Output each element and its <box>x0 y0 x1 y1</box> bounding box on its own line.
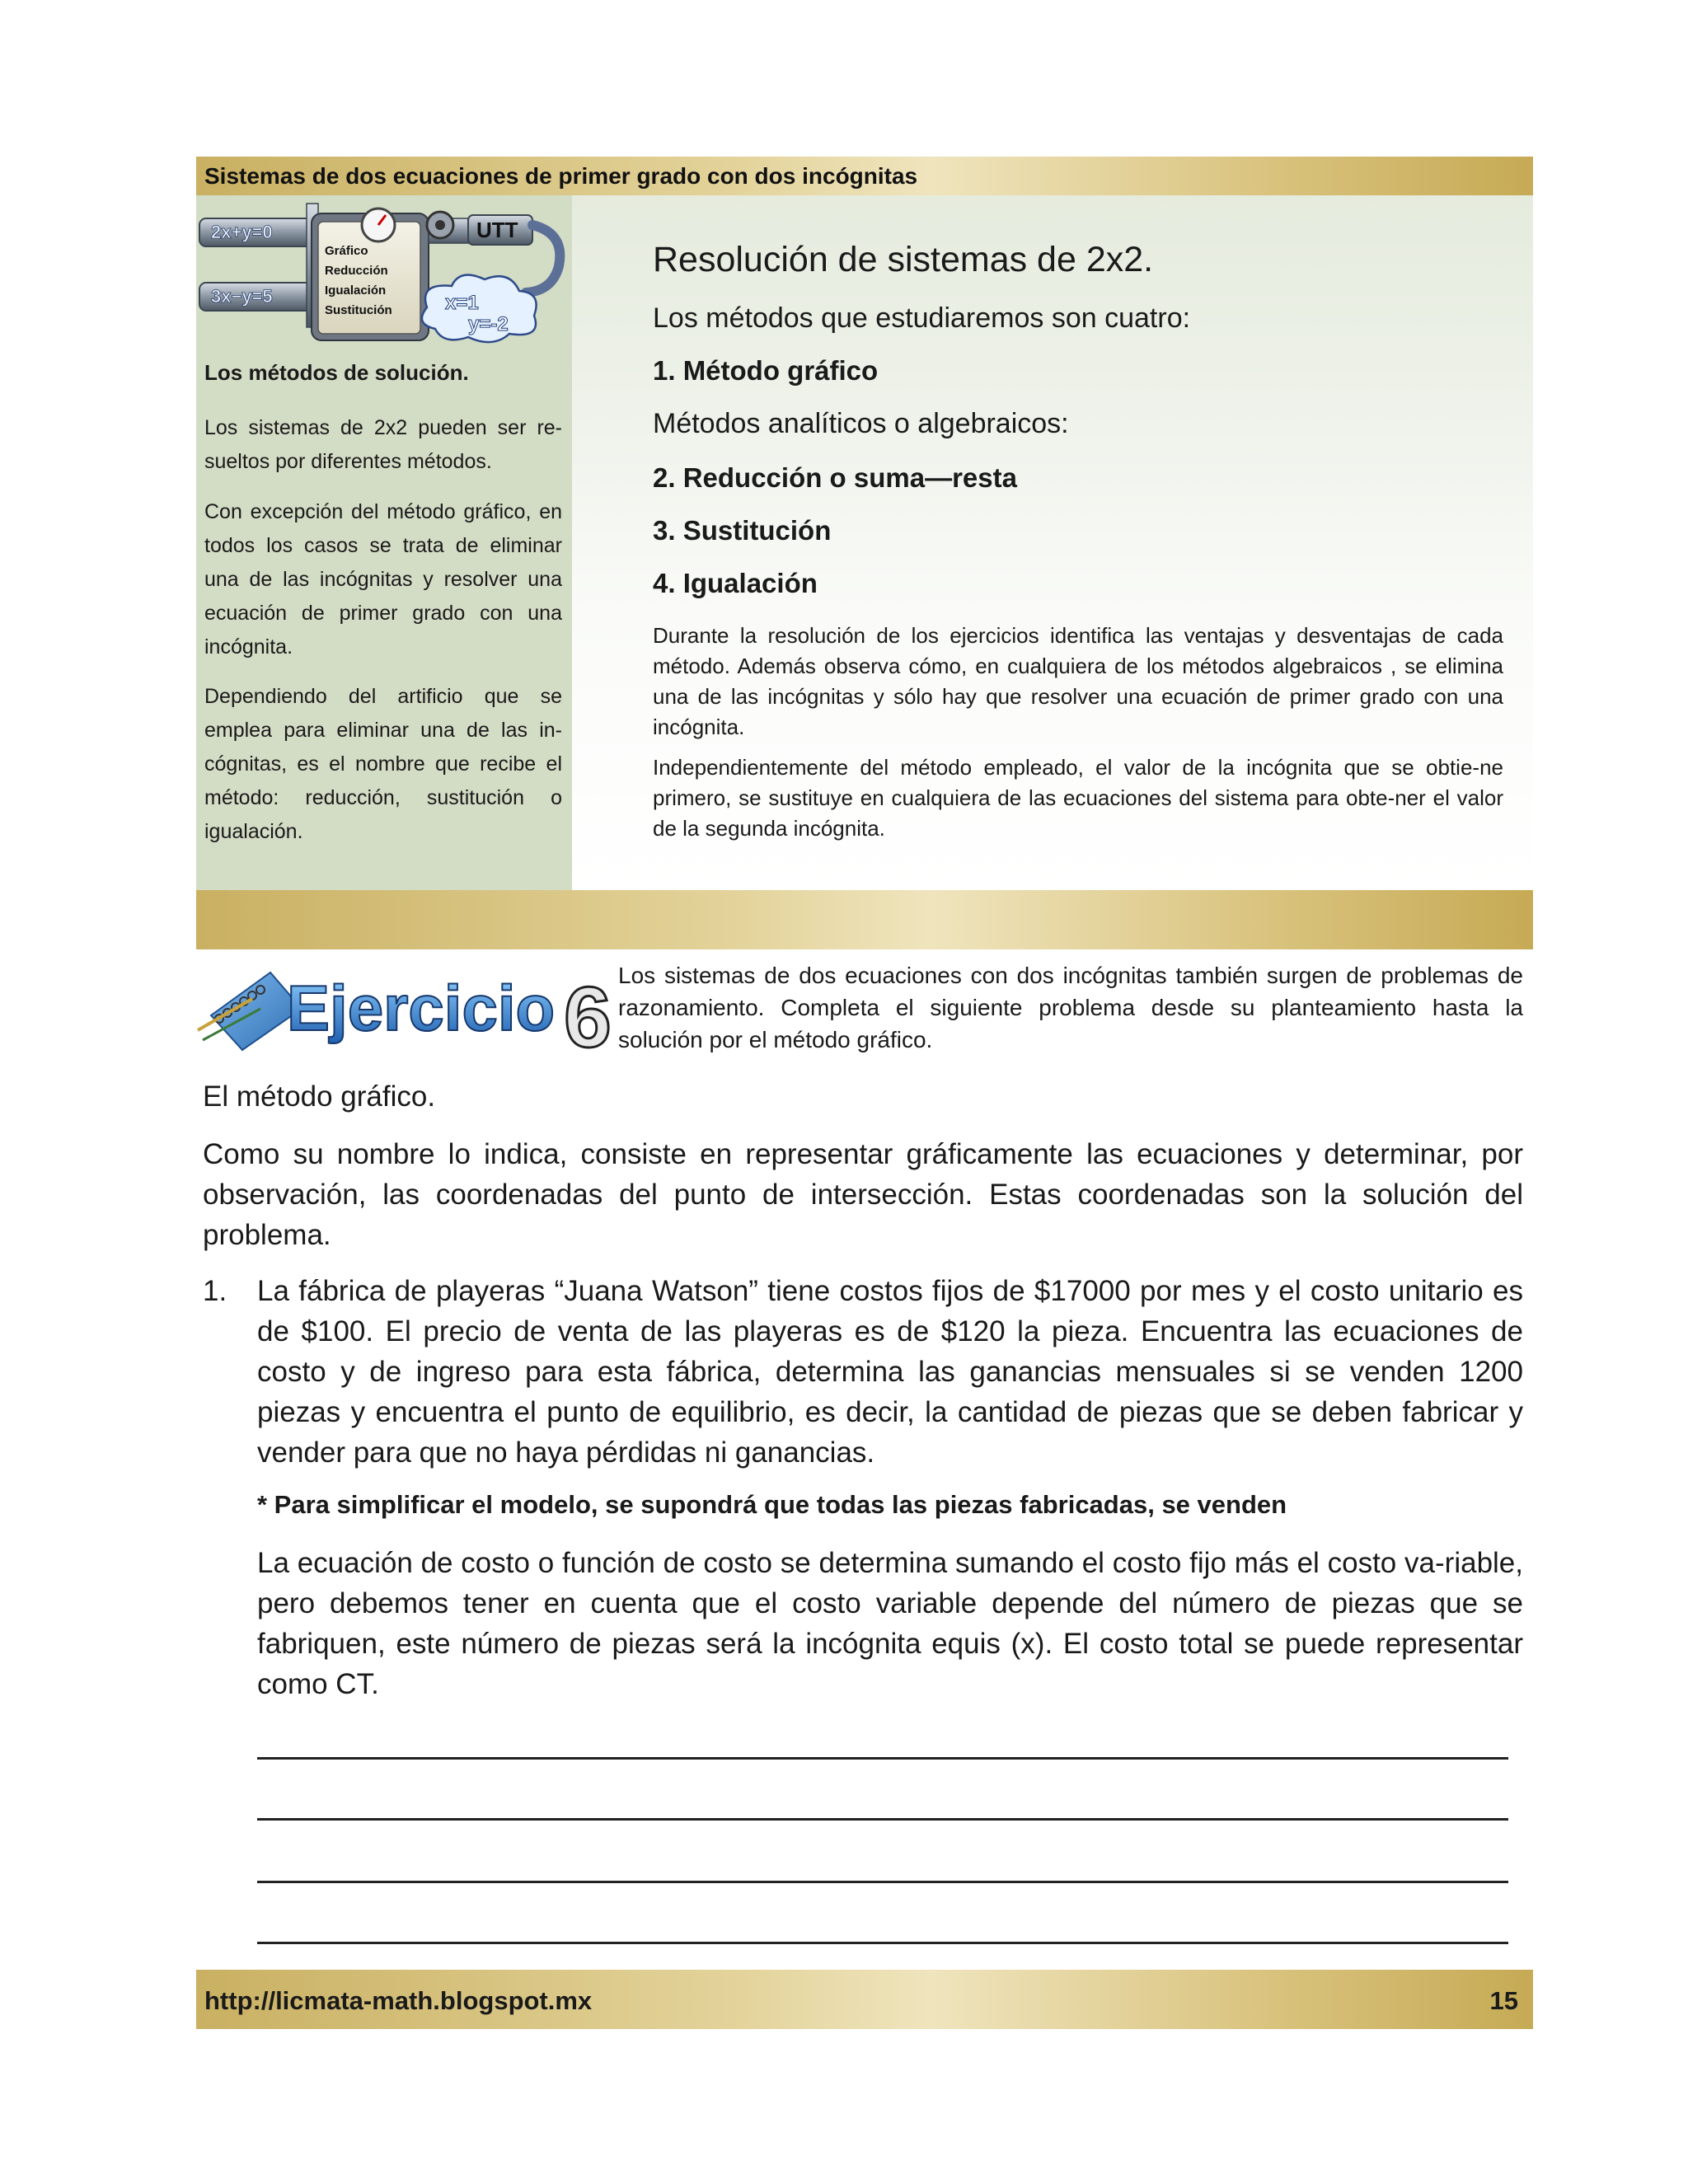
method-label-4: Sustitución <box>325 303 392 317</box>
solution-x: x=1 <box>445 292 479 314</box>
graphic-method-title: El método gráfico. <box>203 1080 436 1113</box>
graphic-method-description: Como su nombre lo indica, consiste en representar gráficamente las ecuaciones y determinar, por observación, las coordenadas del punto de intersección. Estas coordenadas son la solución del problema. <box>203 1138 1523 1251</box>
method-item-2: 2. Reducción o suma—resta <box>653 462 1017 493</box>
model-note: * Para simplificar el modelo, se supondrá que todas las piezas fabricadas, se venden <box>257 1490 1287 1519</box>
sidebar-paragraph: Con excepción del método gráfico, en todos los casos se trata de eliminar una de las incógnitas y resolver una ecuación de primer grado con una incógnita. <box>204 500 562 658</box>
method-item-1: 1. Método gráfico <box>653 355 879 386</box>
theory-panel <box>196 195 1533 890</box>
solution-y: y=-2 <box>468 313 509 335</box>
exercise-number: 6 <box>564 970 612 1053</box>
page-footer <box>196 1970 1533 2029</box>
answer-line[interactable] <box>257 1942 1508 1944</box>
problem-number: 1. <box>203 1275 227 1307</box>
section-header <box>196 157 1533 195</box>
theory-paragraph: Durante la resolución de los ejercicios identifica las ventajas y desventajas de cada método. Además observa cómo, en cualquiera de los métodos algebraicos , se elimina una de las incógnitas y sólo hay que resolver una ecuación de primer grado con una incógnita. <box>653 623 1503 739</box>
theory-paragraph: Independientemente del método empleado, el valor de la incógnita que se obtie-ne primero, se sustituye en cualquiera de las ecuaciones del sistema para obte-ner el valor de la segunda incógnita. <box>653 755 1503 841</box>
sidebar-panel <box>196 195 572 890</box>
equation-2-label: 3x−y=5 <box>211 286 273 307</box>
exercise-label: Ejercicio <box>287 972 556 1044</box>
theory-intro: Los métodos que estudiaremos son cuatro: <box>653 302 1191 334</box>
sidebar-heading: Los métodos de solución. <box>204 360 469 385</box>
answer-line[interactable] <box>257 1757 1508 1760</box>
theory-title: Resolución de sistemas de 2x2. <box>653 240 1154 279</box>
page-number: 15 <box>1489 1986 1518 2015</box>
methods-machine-graphic <box>196 200 572 347</box>
method-label-2: Reducción <box>325 264 388 278</box>
answer-line[interactable] <box>257 1818 1508 1821</box>
method-item-3: 3. Sustitución <box>653 515 832 546</box>
method-label-3: Igualación <box>325 284 387 298</box>
answer-line[interactable] <box>257 1881 1508 1883</box>
section-title: Sistemas de dos ecuaciones de primer grado con dos incógnitas <box>204 163 918 189</box>
sidebar-paragraph: Los sistemas de 2x2 pueden ser re-suelto​s por diferentes métodos. <box>204 416 562 473</box>
exercise-logo <box>195 958 613 1053</box>
sidebar-paragraph: Dependiendo del artificio que se emplea para eliminar una de las in-cógnitas, es el nombre que recibe el método: reducción, sustitución o igualación. <box>204 685 562 843</box>
method-item-4: 4. Igualación <box>653 568 818 598</box>
method-label-1: Gráfico <box>325 244 368 258</box>
equation-1-label: 2x+y=0 <box>211 222 273 242</box>
cost-equation-paragraph: La ecuación de costo o función de costo se determina sumando el costo fijo más el costo va-riable, pero debemos tener en cuenta que el costo variable depende del número de piezas que se fabriquen, este número de piezas será la incógnita equis (x). El costo total se puede representar como CT. <box>257 1547 1523 1700</box>
problem-statement: La fábrica de playeras “Juana Watson” tiene costos fijos de $17000 por mes y el costo unitario es de $100. El precio de venta de las playeras es de $120 la pieza. Encuentra las ecuaciones de costo y de ingreso para esta fábrica, determina las ganancias mensuales si se venden 1200 piezas y encuentra el punto de equilibrio, es decir, la cantidad de piezas que se deben fabricar y vender para que no haya pérdidas ni ganancias. <box>257 1275 1523 1469</box>
exercise-intro: Los sistemas de dos ecuaciones con dos incógnitas también surgen de problemas de razonamiento. Completa el siguiente problema desde su planteamiento hasta la solución por el método gráfico. <box>618 963 1523 1052</box>
footer-url[interactable]: http://licmata-math.blogspot.mx <box>204 1986 593 2015</box>
section-divider <box>196 890 1533 949</box>
utt-badge: UTT <box>476 218 518 242</box>
analytic-methods-heading: Métodos analíticos o algebraicos: <box>653 408 1069 439</box>
